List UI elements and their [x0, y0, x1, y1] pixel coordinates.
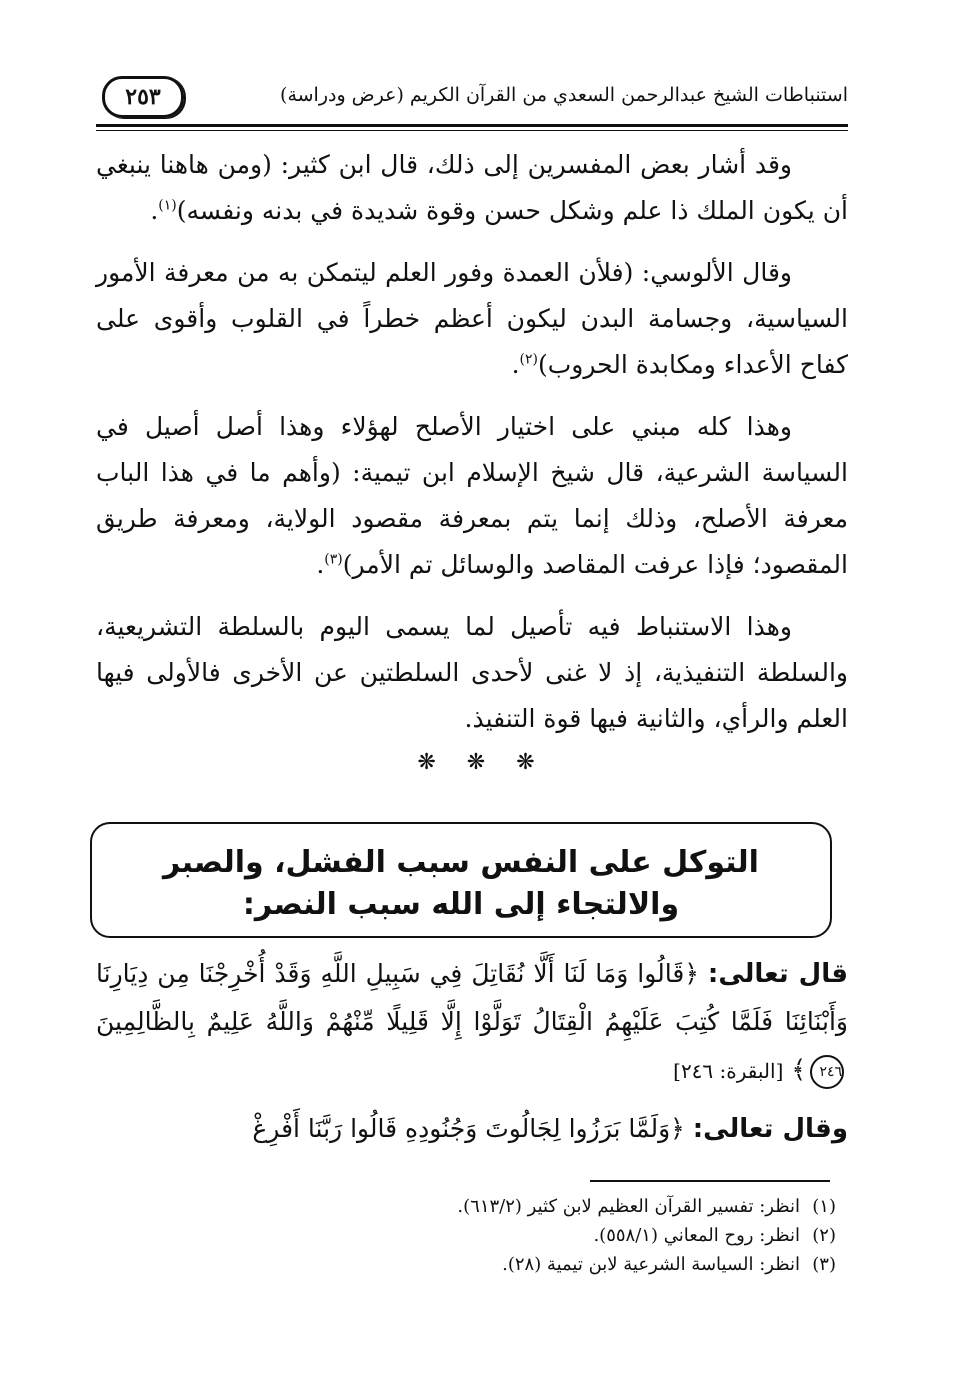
section-heading-line-2: والالتجاء إلى الله سبب النصر: — [242, 887, 680, 922]
header-rule-thin — [96, 130, 848, 131]
body-text — [96, 142, 848, 758]
footnote-ref: (٣) — [324, 551, 343, 568]
ayah-text: ﴿وَلَمَّا بَرَزُوا لِجَالُوتَ وَجُنُودِهِ قَالُوا رَبَّنَا أَفْرِغْ — [252, 1114, 685, 1143]
paragraph: وقد أشار بعض المفسرين إلى ذلك، قال ابن كثير: (ومن هاهنا ينبغي أن يكون الملك ذا علم وشكل حسن وقوة شديدة في بدنه ونفسه)$^{(١)}$. — [96, 150, 848, 225]
quran-quote: قال تعالى: ﴿قَالُوا وَمَا لَنَا أَلَّا نُقَاتِلَ فِي سَبِيلِ اللَّهِ وَقَدْ أُخْرِجْنَا مِن دِيَارِنَا وَأَبْنَائِنَا فَلَمَّا كُتِبَ عَلَيْهِمُ الْقِتَالُ تَوَلَّوْا إِلَّا قَلِيلًا مِّنْهُمْ وَاللَّهُ عَلِيمٌ بِالظَّالِمِينَ ٢٤٦﴾ [البقرة: ٢٤٦] — [96, 950, 848, 1095]
header-rule-thick — [96, 124, 848, 127]
paragraph: وقال الألوسي: (فلأن العمدة وفور العلم ليتمكن به من معرفة الأمور السياسية، وجسامة البدن ليكون أعظم خطراً في القلوب وأقوى على كفاح الأعداء ومكابدة الحروب)$^{(٢)}$. — [96, 258, 848, 379]
page-header — [96, 70, 848, 126]
ayah-number-icon: ٢٤٦ — [810, 1055, 844, 1089]
footnote-ref: (٢) — [519, 351, 538, 368]
footnote-rule — [590, 1180, 830, 1182]
section-heading-box — [90, 822, 832, 938]
ornament-icon: ❋ — [516, 750, 547, 775]
quran-quote — [96, 1105, 848, 1153]
ornament-icon: ❋ — [417, 750, 448, 775]
paragraph: وهذا الاستنباط فيه تأصيل لما يسمى اليوم بالسلطة التشريعية، والسلطة التنفيذية، إذ لا غنى لأحدى السلطتين عن الأخرى فالأولى فيها العلم والرأي، والثانية فيها قوة التنفيذ. — [96, 612, 848, 733]
ornament-icon: ❋ — [466, 750, 498, 775]
footnotes — [96, 1192, 836, 1279]
footnote: (٣)انظر: السياسة الشرعية لابن تيمية (٢٨). — [502, 1254, 836, 1275]
surah-reference: [البقرة: ٢٤٦] — [673, 1059, 784, 1083]
section-heading-line-1: التوكل على النفس سبب الفشل، والصبر — [163, 845, 759, 880]
quran-block — [96, 950, 848, 1163]
quote-intro: قال تعالى: — [707, 959, 848, 989]
quote-intro: وقال تعالى: — [692, 1114, 848, 1144]
footnote: (٢)انظر: روح المعاني (٥٥٨/١). — [593, 1225, 836, 1246]
footnote-ref: (١) — [158, 197, 177, 214]
ayah-text: ﴿قَالُوا وَمَا لَنَا أَلَّا نُقَاتِلَ فِي سَبِيلِ اللَّهِ وَقَدْ أُخْرِجْنَا مِن دِيَارِنَا وَأَبْنَائِنَا فَلَمَّا كُتِبَ عَلَيْهِمُ الْقِتَالُ تَوَلَّوْا إِلَّا قَلِيلًا مِّنْهُمْ وَاللَّهُ عَلِيمٌ بِالظَّالِمِينَ — [96, 959, 848, 1036]
running-title: استنباطات الشيخ عبدالرحمن السعدي من القرآن الكريم (عرض ودراسة) — [280, 84, 848, 106]
footnote: (١)انظر: تفسير القرآن العظيم لابن كثير (٦١٣/٢). — [457, 1196, 836, 1217]
page-number-badge: ٢٥٣ — [102, 76, 184, 118]
section-separator — [0, 750, 964, 775]
paragraph: وهذا كله مبني على اختيار الأصلح لهؤلاء وهذا أصل أصيل في السياسة الشرعية، قال شيخ الإسلام ابن تيمية: (وأهم ما في هذا الباب معرفة الأصلح، وذلك إنما يتم بمعرفة مقصود الولاية، ومعرفة طريق المقصود؛ فإذا عرفت المقاصد والوسائل تم الأمر)$^{(٣)}$. — [96, 412, 848, 579]
